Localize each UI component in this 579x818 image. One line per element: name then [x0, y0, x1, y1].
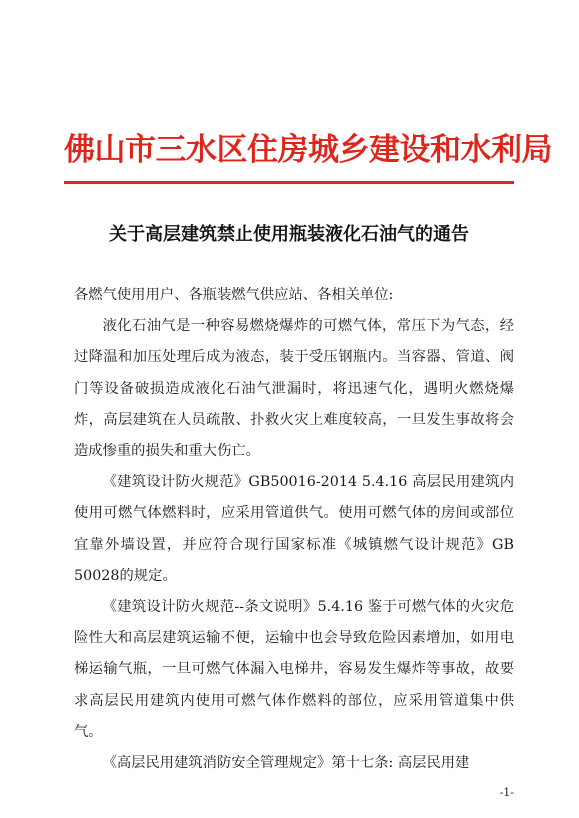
paragraph-4: 《高层民用建筑消防安全管理规定》第十七条: 高层民用建 [102, 755, 470, 772]
page-number: -1- [499, 786, 514, 799]
paragraph-1: 液化石油气是一种容易燃烧爆炸的可燃气体，常压下为气态，经过降温和加压处理后成为液态，装于受压钢瓶内。当容器、管道、阀门等设备破损造成液化石油气泄漏时，将迅速气化，遇明火燃烧爆炸，高层建筑在人员疏散、扑救火灾上难度较高，一旦发生事故将会造成惨重的损失和重大伤亡。 [74, 318, 514, 460]
paragraph-3: 《建筑设计防火规范--条文说明》5.4.16 鉴于可燃气体的火灾危险性大和高层建筑运输不便，运输中也会导致危险因素增加，如用电梯运输气瓶，一旦可燃气体漏入电梯井，容易发生爆炸等事故，故要求高层民用建筑内使用可燃气体作燃料的部位，应采用管道集中供气。 [74, 599, 514, 740]
salutation: 各燃气使用用户、各瓶装燃气供应站、各相关单位: [74, 287, 394, 303]
red-divider-line [64, 181, 514, 184]
paragraph-2: 《建筑设计防火规范》GB50016-2014 5.4.16 高层民用建筑内使用可燃气体燃料时，应采用管道供气。使用可燃气体的房间或部位宜靠外墙设置，并应符合现行国家标准《城镇燃气设计规范》GB 50028的规定。 [74, 474, 514, 584]
organization-header: 佛山市三水区住房城乡建设和水利局 [64, 132, 552, 168]
document-body [74, 280, 514, 779]
document-title: 关于高层建筑禁止使用瓶装液化石油气的通告 [109, 224, 469, 245]
